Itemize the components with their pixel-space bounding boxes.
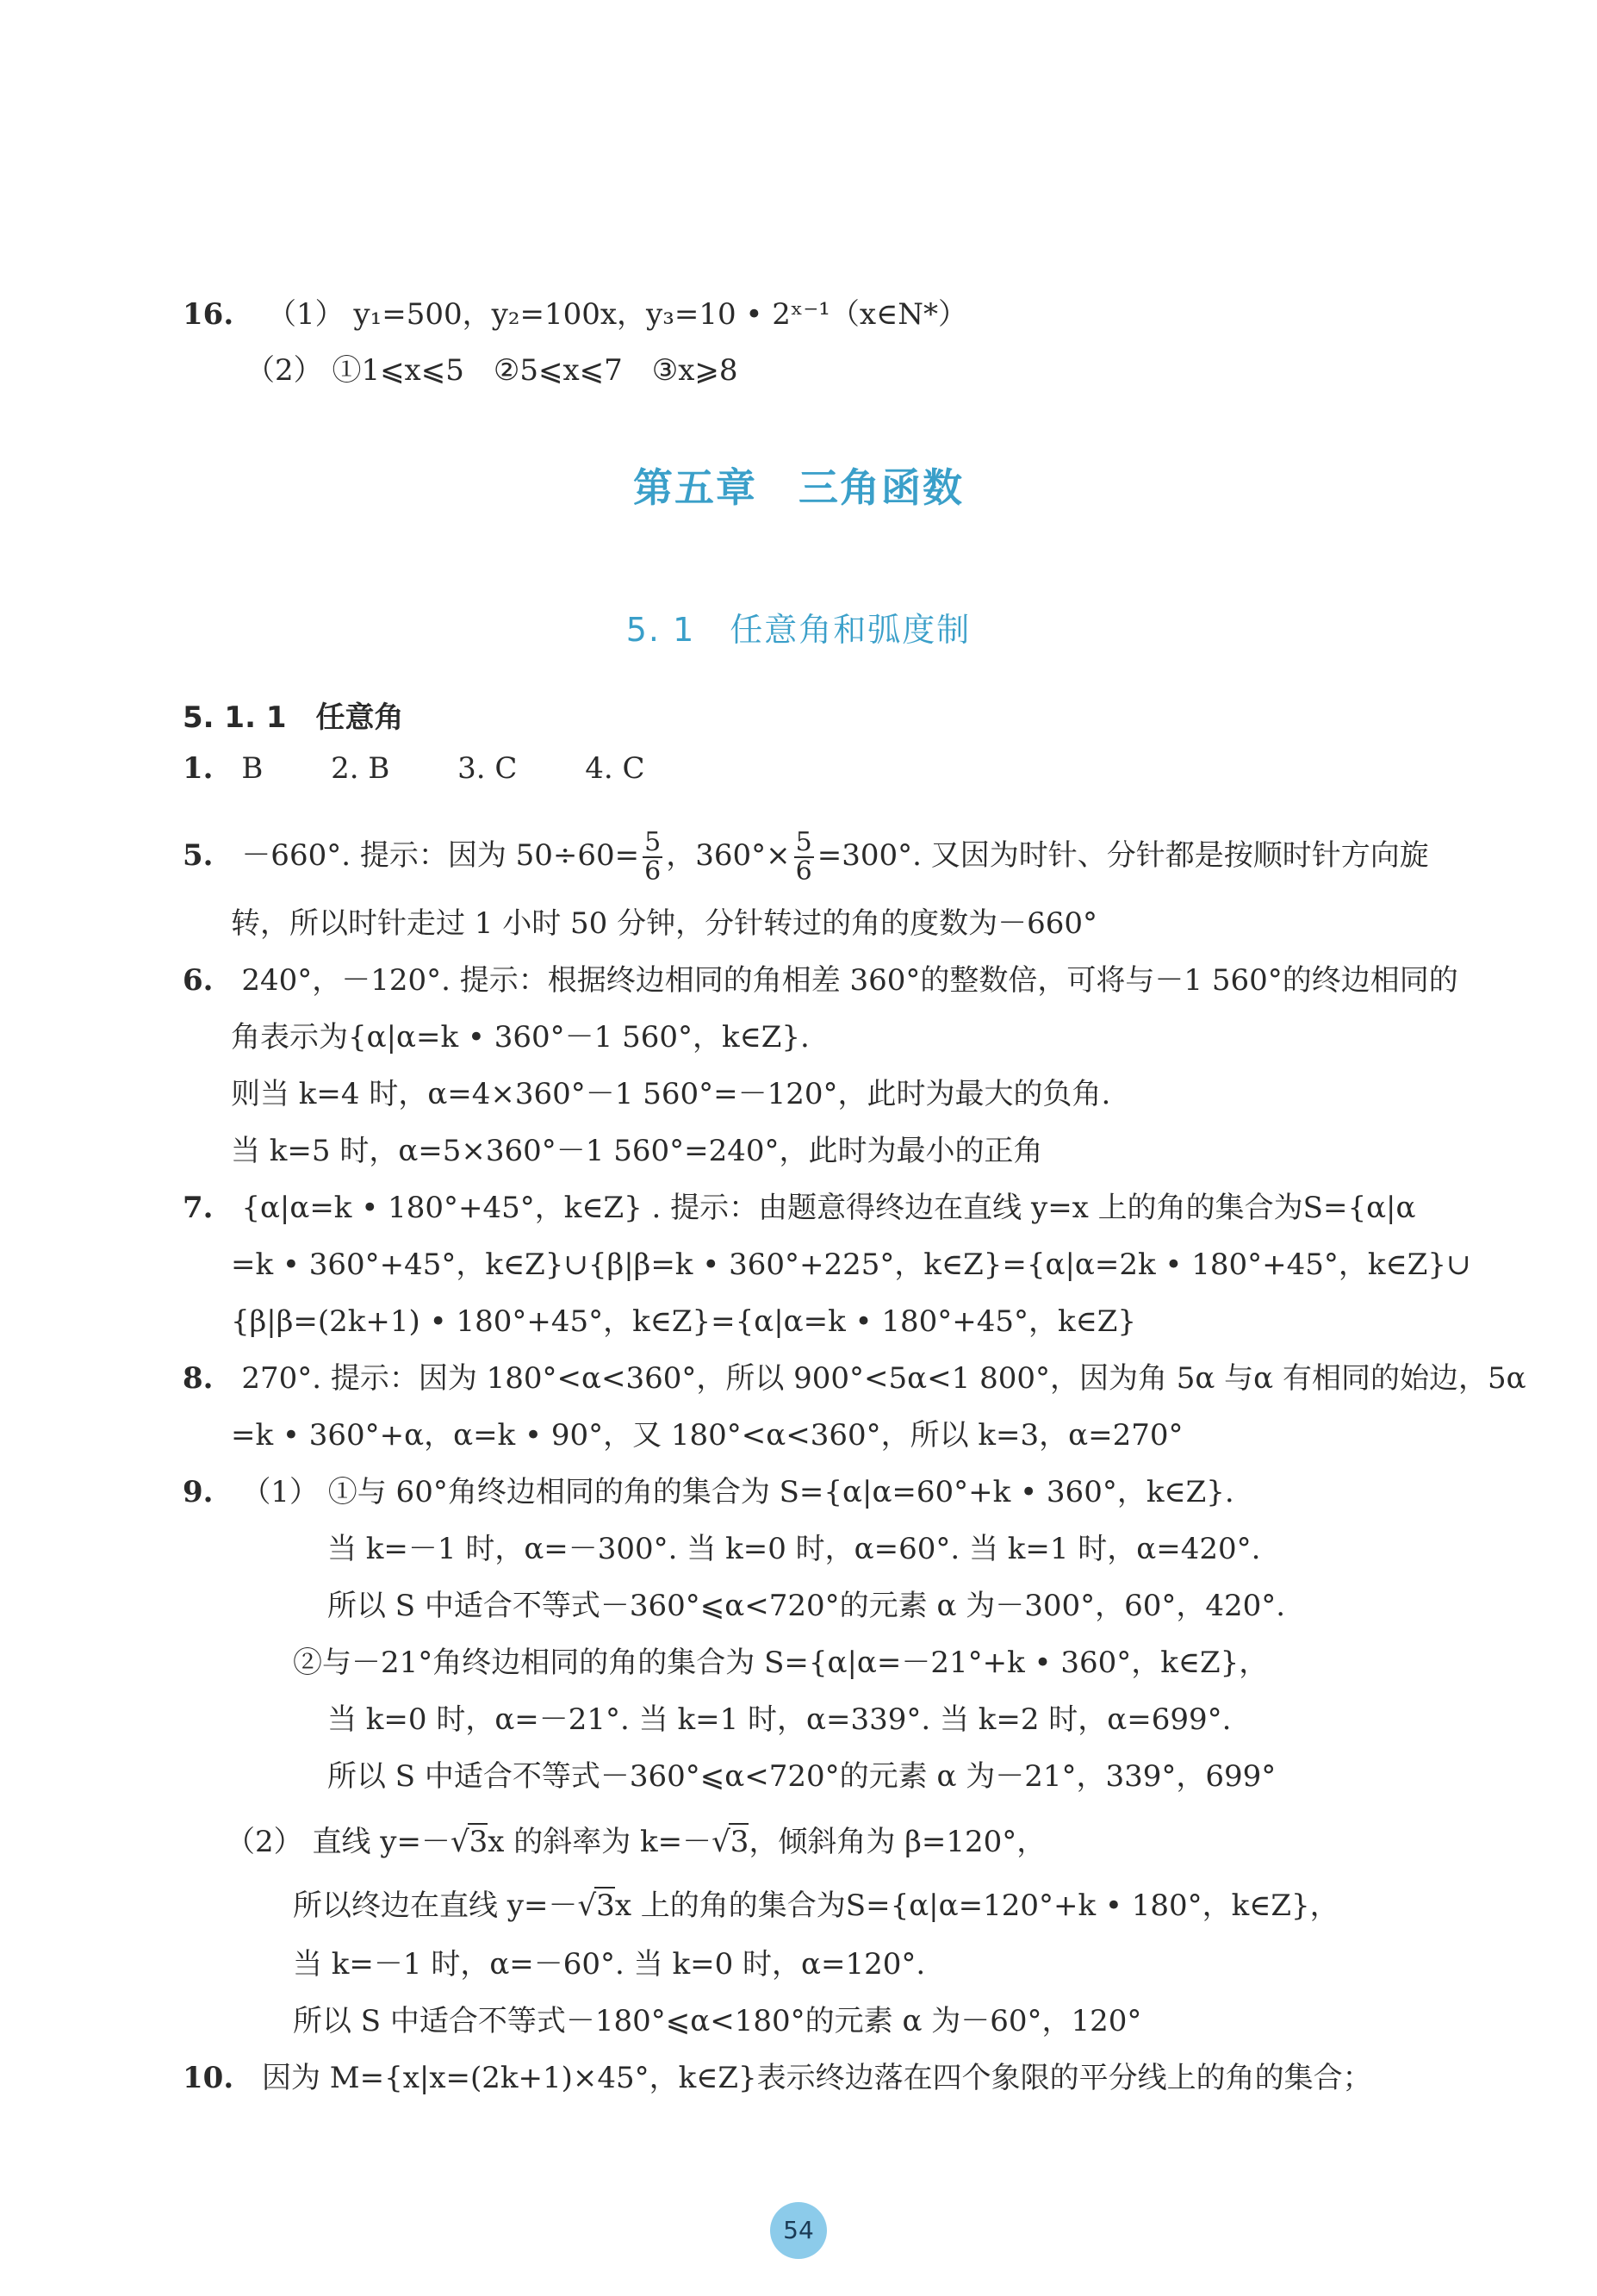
answer-text: x 的斜率为 k=－√ [488, 1825, 730, 1859]
answer-9-line2 [327, 1532, 1260, 1566]
answer-text: （1） ①与 60°角终边相同的角的集合为 S={α|α=60°+k • 360°，k∈Z}. [241, 1475, 1234, 1509]
answer-16-part1 [183, 297, 967, 332]
answer-text: 因为 M={x|x=(2k+1)×45°，k∈Z}表示终边落在四个象限的平分线上的角的集合； [261, 2061, 1372, 2095]
answer-text: {β|β=(2k+1) • 180°+45°，k∈Z}={α|α=k • 180°+45°，k∈Z} [231, 1304, 1137, 1339]
answer-5-line1 [183, 829, 1429, 886]
answer-number: 1. [183, 751, 214, 786]
answer-9-line6 [327, 1759, 1276, 1794]
answer-number: 8. [183, 1361, 214, 1396]
answer-text: 所以 S 中适合不等式－360°⩽α<720°的元素 α 为－300°，60°，420°. [327, 1589, 1286, 1623]
sqrt-radicand: 3 [469, 1825, 488, 1859]
answer-text: =k • 360°+α，α=k • 90°，又 180°<α<360°，所以 k=3，α=270° [231, 1418, 1184, 1453]
answer-7-line3 [231, 1304, 1136, 1339]
answer-text: ②与－21°角终边相同的角的集合为 S={α|α=－21°+k • 360°，k∈Z}， [293, 1646, 1269, 1680]
answer-6-line3 [231, 1077, 1110, 1111]
answer-number: 5. [183, 838, 214, 873]
answer-text: 240°，－120°. 提示：根据终边相同的角相差 360°的整数倍，可将与－1 560°的终边相同的 [241, 963, 1458, 998]
answer-text: B 2. B 3. C 4. C [241, 751, 645, 786]
answer-9-part2-line1 [226, 1825, 1046, 1859]
answer-text: 转，所以时针走过 1 小时 50 分钟，分针转过的角的度数为－660° [231, 906, 1098, 941]
answer-text: （1） y₁=500，y₂=100x，y₃=10 • 2ˣ⁻¹（x∈N*） [266, 297, 967, 332]
answer-6-line1 [183, 963, 1458, 998]
answer-9-line4 [293, 1646, 1268, 1680]
fraction-denominator: 6 [644, 856, 662, 887]
answer-9-line5 [327, 1702, 1231, 1737]
answer-text: x 上的角的集合为S={α|α=120°+k • 180°，k∈Z}， [614, 1888, 1339, 1923]
answer-text: （2） 直线 y=－√ [226, 1825, 469, 1859]
section-title: 5. 1 任意角和弧度制 [625, 611, 972, 649]
answer-9-part2-line2 [293, 1888, 1339, 1923]
answer-number: 16. [183, 297, 234, 332]
fraction [794, 829, 814, 886]
answer-9-line1 [183, 1475, 1234, 1509]
subsection-title: 5. 1. 1 任意角 [183, 700, 404, 735]
answer-text: ，360°× [666, 838, 791, 873]
answers-1-4 [183, 751, 644, 786]
answer-16-part2 [245, 353, 738, 388]
answer-10-line1 [183, 2061, 1372, 2095]
answer-9-part2-line3 [293, 1947, 925, 1982]
answer-9-part2-line4 [293, 2004, 1141, 2038]
answer-text: 当 k=－1 时，α=－60°. 当 k=0 时，α=120°. [293, 1947, 926, 1982]
answer-8-line1 [183, 1361, 1526, 1396]
sqrt-radicand: 3 [596, 1888, 615, 1923]
sqrt-radicand: 3 [730, 1825, 749, 1859]
fraction-numerator: 5 [795, 827, 812, 857]
answer-text: 所以 S 中适合不等式－360°⩽α<720°的元素 α 为－21°，339°，699° [327, 1759, 1277, 1794]
answer-text: =300°. 又因为时针、分针都是按顺时针方向旋 [817, 838, 1429, 873]
answer-text: 当 k=5 时，α=5×360°－1 560°=240°，此时为最小的正角 [231, 1134, 1043, 1168]
answer-text: 所以终边在直线 y=－√ [293, 1888, 597, 1923]
chapter-title: 第五章 三角函数 [633, 464, 964, 511]
answer-5-line2 [231, 906, 1097, 941]
answer-number: 9. [183, 1475, 214, 1509]
answer-number: 6. [183, 963, 214, 998]
answer-7-line1 [183, 1191, 1415, 1225]
answer-6-line4 [231, 1134, 1043, 1168]
fraction [643, 829, 662, 886]
page-number-badge: 54 [770, 2202, 827, 2259]
answer-text: 当 k=0 时，α=－21°. 当 k=1 时，α=339°. 当 k=2 时，α=699°. [327, 1702, 1232, 1737]
fraction-numerator: 5 [644, 827, 662, 857]
answer-7-line2 [231, 1248, 1470, 1282]
answer-number: 10. [183, 2061, 234, 2095]
answer-text: 角表示为{α|α=k • 360°－1 560°，k∈Z}. [231, 1020, 810, 1055]
answer-text: －660°. 提示：因为 50÷60= [241, 838, 640, 873]
answer-text: =k • 360°+45°，k∈Z}∪{β|β=k • 360°+225°，k∈Z}={α|α=2k • 180°+45°，k∈Z}∪ [231, 1248, 1471, 1282]
answer-text: （2） ①1⩽x⩽5 ②5⩽x⩽7 ③x⩾8 [245, 353, 738, 388]
answer-8-line2 [231, 1418, 1184, 1453]
answer-text: 270°. 提示：因为 180°<α<360°，所以 900°<5α<1 800°，因为角 5α 与α 有相同的始边，5α [241, 1361, 1526, 1396]
answer-6-line2 [231, 1020, 810, 1055]
answer-text: 则当 k=4 时，α=4×360°－1 560°=－120°，此时为最大的负角. [231, 1077, 1111, 1111]
answer-text: 当 k=－1 时，α=－300°. 当 k=0 时，α=60°. 当 k=1 时，α=420°. [327, 1532, 1261, 1566]
fraction-denominator: 6 [795, 856, 812, 887]
answer-text: 所以 S 中适合不等式－180°⩽α<180°的元素 α 为－60°，120° [293, 2004, 1142, 2038]
answer-9-line3 [327, 1589, 1285, 1623]
answer-text: {α|α=k • 180°+45°，k∈Z} . 提示：由题意得终边在直线 y=x 上的角的集合为S={α|α [241, 1191, 1416, 1225]
answer-text: ，倾斜角为 β=120°， [749, 1825, 1047, 1859]
answer-number: 7. [183, 1191, 214, 1225]
